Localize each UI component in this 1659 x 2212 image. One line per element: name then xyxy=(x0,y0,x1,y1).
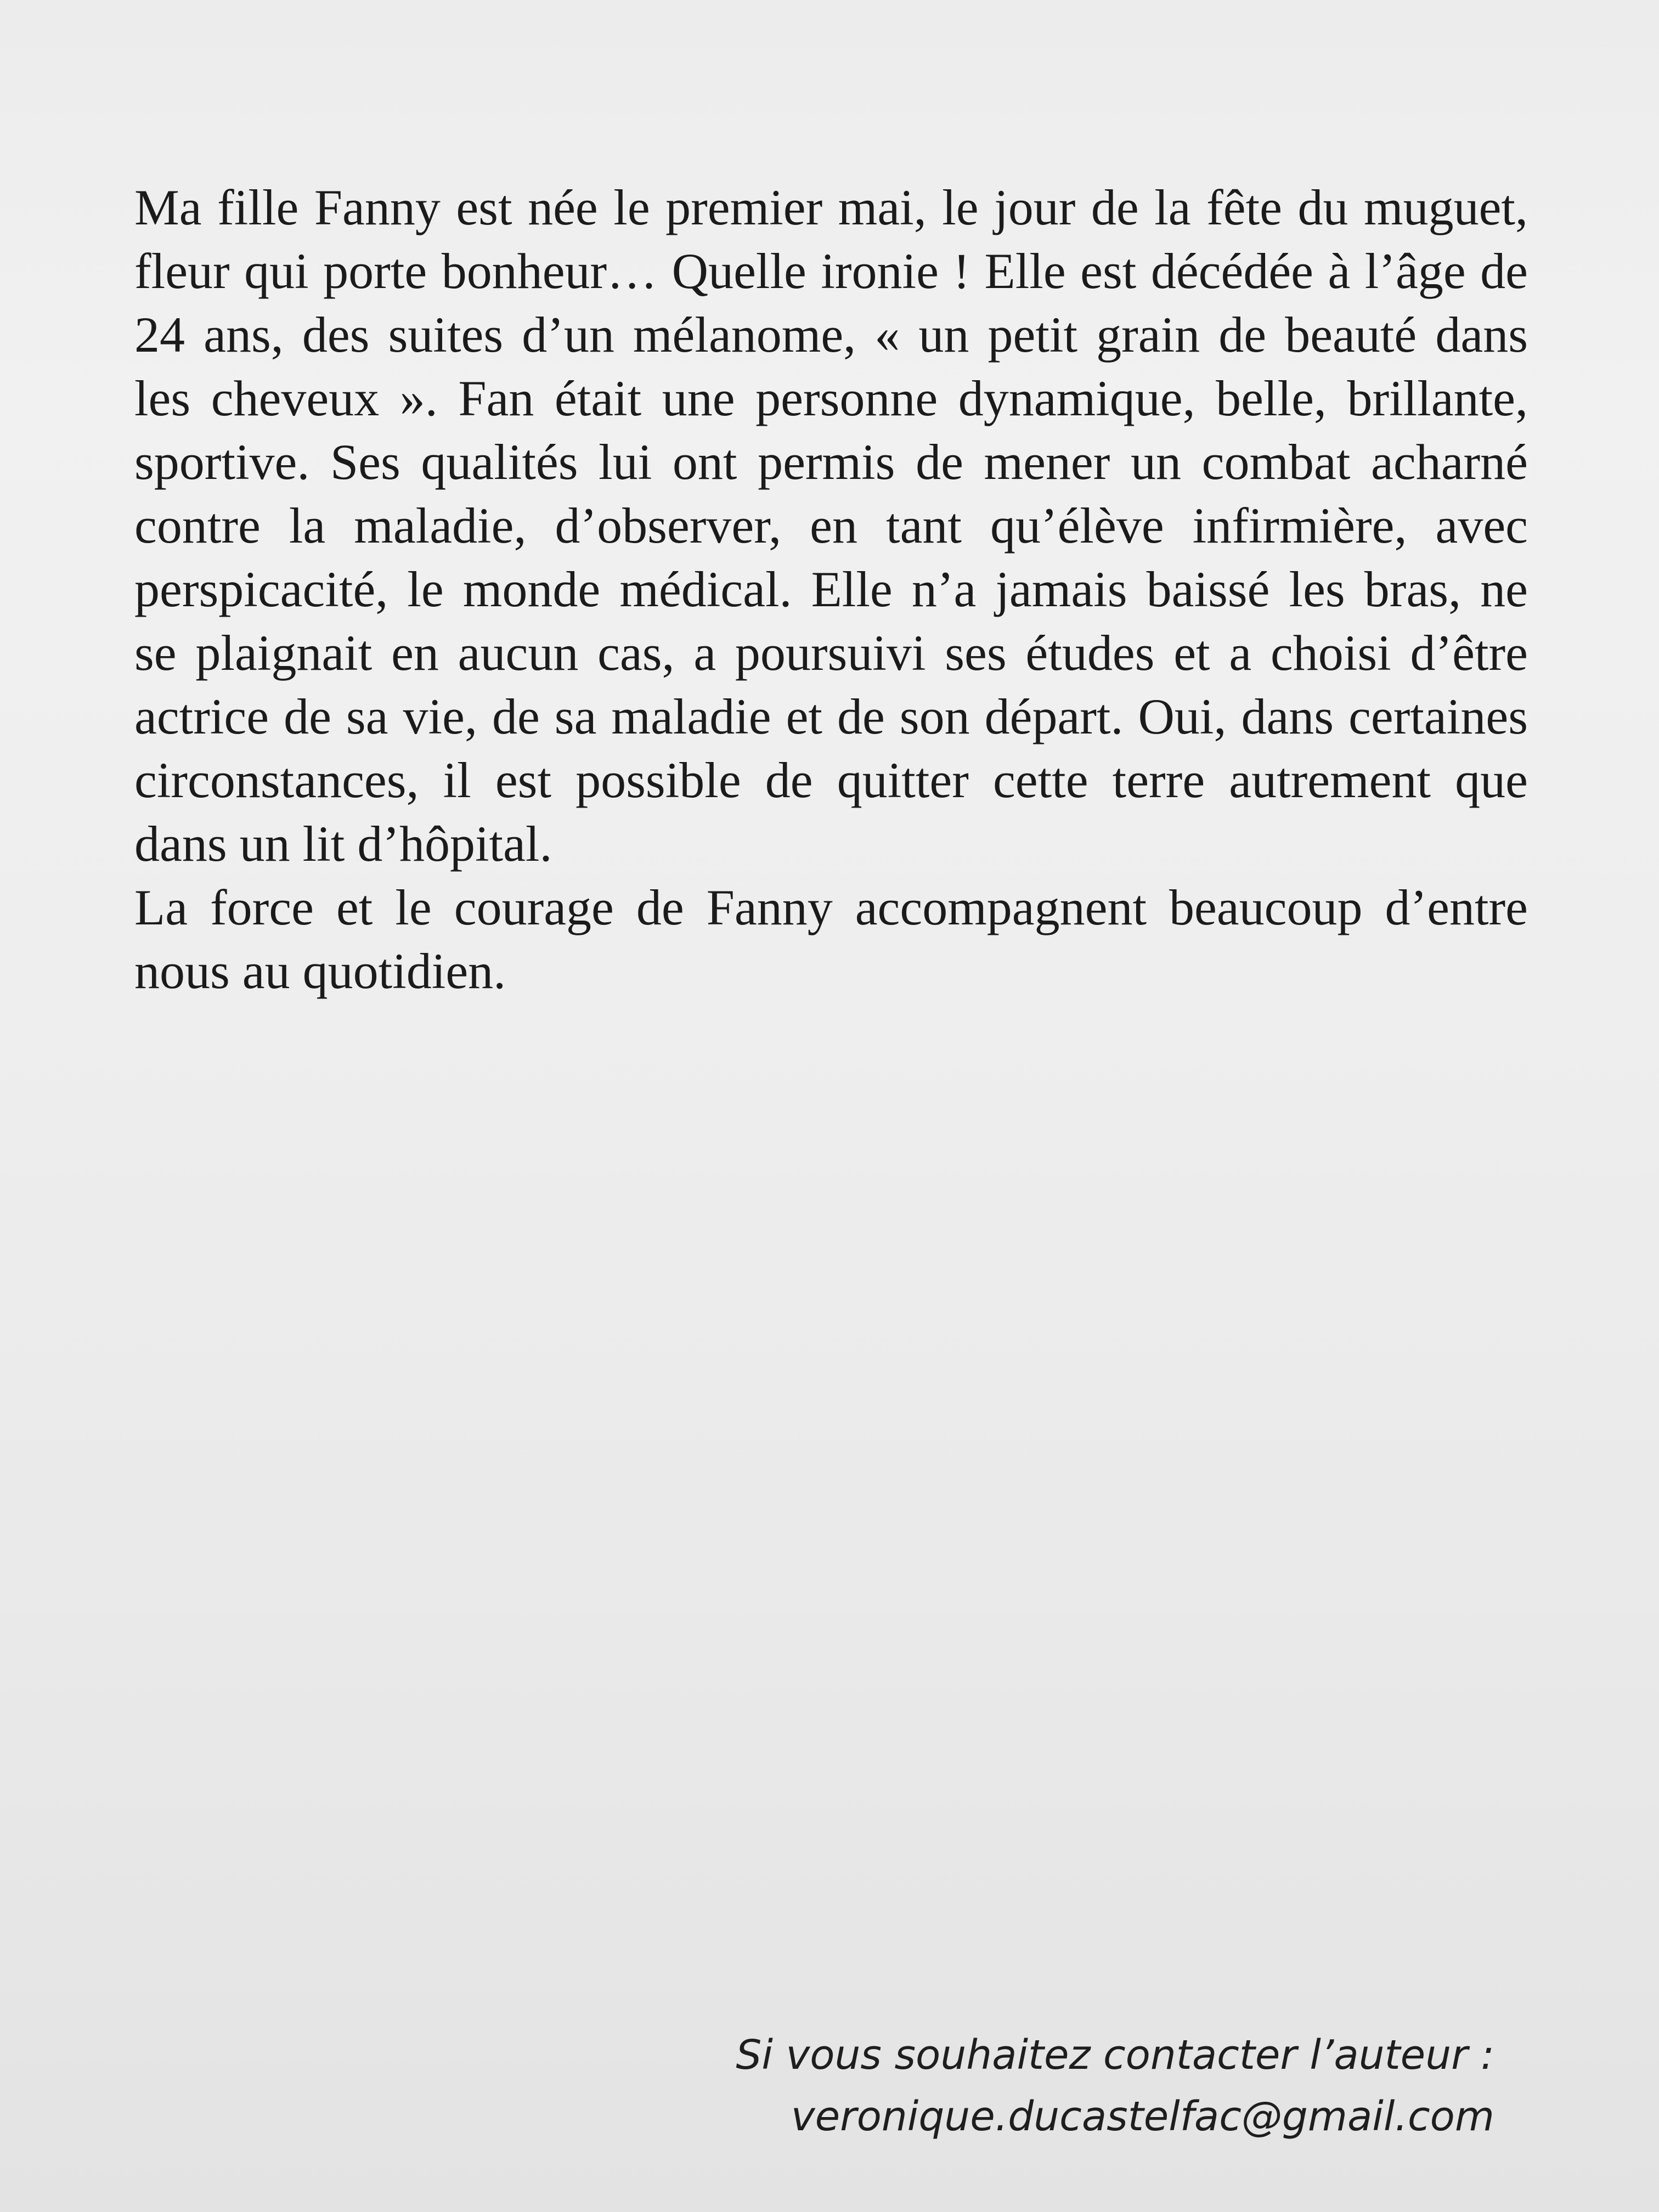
text-line: actrice de sa vie, de sa maladie et de son départ. Oui, dans certaines xyxy=(134,689,1528,744)
text-line: contre la maladie, d’observer, en tant qu’élève infirmière, avec xyxy=(134,498,1528,554)
text-line: les cheveux ». Fan était une personne dynamique, belle, brillante, xyxy=(134,370,1528,426)
text-line: circonstances, il est possible de quitter cette terre autrement que xyxy=(134,752,1528,808)
main-text-block xyxy=(134,176,1528,1003)
text-line: dans un lit d’hôpital. xyxy=(134,816,552,872)
text-line: Ma fille Fanny est née le premier mai, le jour de la fête du muguet, xyxy=(134,179,1528,235)
text-line: La force et le courage de Fanny accompagnent beaucoup d’entre xyxy=(134,879,1528,935)
text-line: sportive. Ses qualités lui ont permis de mener un combat acharné xyxy=(134,434,1528,490)
contact-prompt: Si vous souhaitez contacter l’auteur : xyxy=(736,2032,1494,2079)
text-line: se plaignait en aucun cas, a poursuivi ses études et a choisi d’être xyxy=(134,625,1528,681)
text-line: nous au quotidien. xyxy=(134,943,506,999)
contact-email: veronique.ducastelfac@gmail.com xyxy=(791,2093,1494,2140)
text-line: 24 ans, des suites d’un mélanome, « un petit grain de beauté dans xyxy=(134,307,1528,363)
text-line: fleur qui porte bonheur… Quelle ironie ! Elle est décédée à l’âge de xyxy=(134,243,1528,299)
author-contact xyxy=(507,2024,1494,2147)
text-line: perspicacité, le monde médical. Elle n’a jamais baissé les bras, ne xyxy=(134,561,1528,617)
